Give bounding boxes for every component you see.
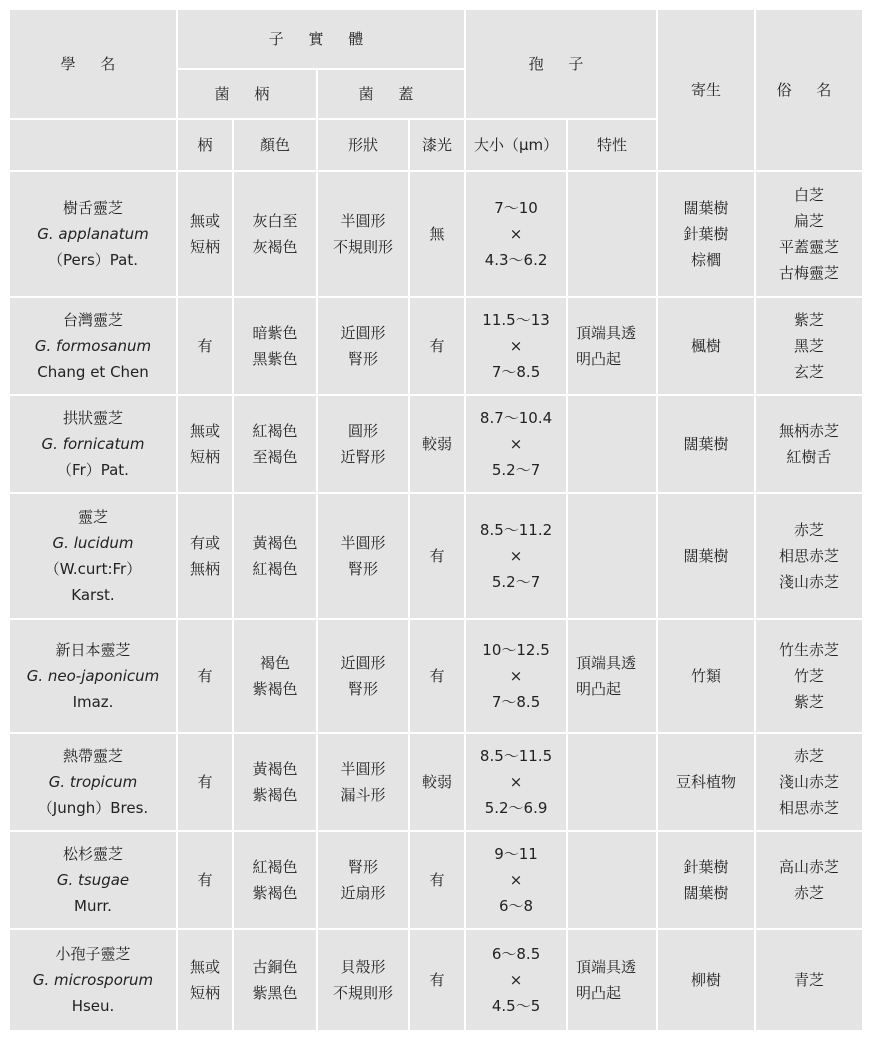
common-name-line: 紫芝 (794, 311, 825, 329)
header-feature: 特性 (567, 119, 657, 171)
shape-cell (317, 171, 409, 297)
shape-line: 腎形 (347, 858, 378, 876)
color-cell (233, 929, 317, 1031)
common-name-cell (755, 619, 863, 733)
chinese-name: 樹舌靈芝 (62, 199, 123, 217)
spore-size-cell (465, 733, 567, 831)
author-name-2: Karst. (71, 586, 115, 604)
scientific-name-cell (9, 493, 177, 619)
author-name: （Fr）Pat. (57, 461, 129, 479)
spore-size-line: 7～10 (494, 199, 538, 217)
author-name: Chang et Chen (37, 363, 149, 381)
host-cell (657, 171, 755, 297)
color-line: 至褐色 (252, 448, 298, 466)
stipe-line: 有 (197, 337, 213, 355)
luster-cell (409, 297, 465, 395)
common-name-line: 赤芝 (794, 884, 825, 902)
spore-size-line: 8.5～11.5 (479, 747, 553, 765)
table-header (9, 9, 863, 171)
common-name-line: 紅樹舌 (786, 448, 832, 466)
author-name: （W.curt:Fr） (44, 560, 142, 578)
common-name-line: 竹生赤芝 (779, 641, 840, 659)
host-line: 針葉樹 (683, 858, 729, 876)
common-name-line: 紫芝 (794, 693, 825, 711)
header-empty-cell (9, 119, 177, 171)
scientific-name-cell (9, 297, 177, 395)
common-name-line: 淺山赤芝 (779, 773, 840, 791)
shape-cell (317, 297, 409, 395)
latin-name: G. formosanum (34, 337, 152, 355)
shape-line: 不規則形 (332, 984, 393, 1002)
shape-line: 貝殼形 (340, 958, 386, 976)
common-name-line: 青芝 (794, 971, 825, 989)
latin-name: G. neo-japonicum (26, 667, 160, 685)
spore-feature-cell (567, 831, 657, 929)
color-cell (233, 395, 317, 493)
spore-size-cell (465, 831, 567, 929)
chinese-name: 松杉靈芝 (62, 845, 123, 863)
stipe-cell (177, 929, 233, 1031)
spore-feature-line: 明凸起 (576, 350, 622, 368)
spore-size-line: 6～8 (499, 897, 534, 915)
latin-name: G. applanatum (37, 225, 149, 243)
spore-size-line: 5.2～6.9 (484, 799, 548, 817)
table-row (9, 395, 863, 493)
author-name: Hseu. (71, 997, 115, 1015)
stipe-line: 短柄 (189, 984, 220, 1002)
spore-size-line: 4.3～6.2 (484, 251, 548, 269)
color-line: 紫褐色 (252, 884, 298, 902)
shape-cell (317, 395, 409, 493)
chinese-name: 台灣靈芝 (62, 311, 123, 329)
host-line: 豆科植物 (676, 773, 737, 791)
luster-cell (409, 733, 465, 831)
shape-line: 半圓形 (340, 212, 386, 230)
color-cell (233, 297, 317, 395)
common-name-line: 無柄赤芝 (779, 422, 840, 440)
latin-name: G. microsporum (32, 971, 154, 989)
spore-size-cell (465, 395, 567, 493)
spore-feature-cell (567, 493, 657, 619)
color-cell (233, 171, 317, 297)
author-name: （Pers）Pat. (48, 251, 138, 269)
latin-name: G. fornicatum (41, 435, 145, 453)
spore-size-line: × (509, 667, 523, 685)
table-row (9, 831, 863, 929)
chinese-name: 新日本靈芝 (55, 641, 131, 659)
spore-size-line: 7～8.5 (491, 693, 541, 711)
shape-line: 半圓形 (340, 534, 386, 552)
color-cell (233, 493, 317, 619)
common-name-line: 相思赤芝 (779, 799, 840, 817)
table-body (9, 171, 863, 1031)
spore-feature-cell (567, 929, 657, 1031)
header-stipe: 柄 (177, 119, 233, 171)
luster-value: 有 (429, 337, 445, 355)
stipe-line: 短柄 (189, 448, 220, 466)
chinese-name: 小孢子靈芝 (55, 945, 131, 963)
color-line: 紅褐色 (252, 858, 298, 876)
chinese-name: 拱狀靈芝 (62, 409, 123, 427)
stipe-line: 無或 (189, 422, 220, 440)
spore-size-line: 8.5～11.2 (479, 521, 553, 539)
stipe-cell (177, 493, 233, 619)
shape-line: 不規則形 (332, 238, 393, 256)
stipe-cell (177, 395, 233, 493)
latin-name: G. lucidum (52, 534, 134, 552)
stipe-line: 有或 (189, 534, 220, 552)
color-line: 紫黑色 (252, 984, 298, 1002)
header-size: 大小（μm） (465, 119, 567, 171)
ganoderma-comparison-table (8, 8, 864, 1032)
common-name-line: 相思赤芝 (779, 547, 840, 565)
stipe-line: 無或 (189, 958, 220, 976)
host-cell (657, 831, 755, 929)
header-common-name: 俗 名 (755, 9, 863, 171)
shape-line: 近腎形 (340, 448, 386, 466)
stipe-cell (177, 297, 233, 395)
host-cell (657, 733, 755, 831)
table-row (9, 619, 863, 733)
common-name-line: 竹芝 (794, 667, 825, 685)
stipe-line: 無柄 (189, 560, 220, 578)
spore-size-cell (465, 929, 567, 1031)
color-line: 紅褐色 (252, 422, 298, 440)
luster-value: 較弱 (422, 773, 453, 791)
luster-value: 有 (429, 971, 445, 989)
table-row (9, 929, 863, 1031)
stipe-cell (177, 831, 233, 929)
color-cell (233, 619, 317, 733)
spore-feature-cell (567, 297, 657, 395)
shape-cell (317, 831, 409, 929)
luster-value: 無 (429, 225, 445, 243)
host-line: 針葉樹 (683, 225, 729, 243)
common-name-cell (755, 297, 863, 395)
table-row (9, 297, 863, 395)
spore-size-line: × (509, 773, 523, 791)
scientific-name-cell (9, 395, 177, 493)
spore-feature-line: 頂端具透 (576, 324, 637, 342)
spore-size-line: 8.7～10.4 (479, 409, 553, 427)
spore-size-cell (465, 493, 567, 619)
spore-feature-line: 頂端具透 (576, 654, 637, 672)
spore-feature-line: 明凸起 (576, 680, 622, 698)
stipe-line: 有 (197, 773, 213, 791)
spore-size-line: × (509, 547, 523, 565)
chinese-name: 靈芝 (77, 508, 108, 526)
spore-size-line: 7～8.5 (491, 363, 541, 381)
shape-line: 半圓形 (340, 760, 386, 778)
spore-size-line: 10～12.5 (482, 641, 550, 659)
host-line: 闊葉樹 (683, 199, 729, 217)
host-line: 棕櫚 (691, 251, 722, 269)
spore-size-cell (465, 171, 567, 297)
luster-value: 有 (429, 547, 445, 565)
spore-feature-cell (567, 619, 657, 733)
common-name-line: 古梅靈芝 (779, 264, 840, 282)
stipe-line: 有 (197, 871, 213, 889)
spore-size-line: 5.2～7 (491, 573, 541, 591)
host-line: 闊葉樹 (683, 884, 729, 902)
color-line: 黑紫色 (252, 350, 298, 368)
spore-size-line: 6～8.5 (491, 945, 541, 963)
common-name-cell (755, 395, 863, 493)
common-name-cell (755, 831, 863, 929)
color-line: 紫褐色 (252, 680, 298, 698)
spore-size-line: 11.5～13 (482, 311, 550, 329)
common-name-line: 赤芝 (794, 521, 825, 539)
stipe-line: 有 (197, 667, 213, 685)
scientific-name-cell (9, 733, 177, 831)
scientific-name-cell (9, 619, 177, 733)
common-name-line: 高山赤芝 (779, 858, 840, 876)
author-name: Imaz. (72, 693, 114, 711)
spore-size-cell (465, 297, 567, 395)
shape-line: 腎形 (347, 680, 378, 698)
common-name-cell (755, 171, 863, 297)
luster-cell (409, 493, 465, 619)
shape-cell (317, 733, 409, 831)
luster-value: 較弱 (422, 435, 453, 453)
spore-size-line: × (509, 871, 523, 889)
host-line: 闊葉樹 (683, 435, 729, 453)
spore-size-cell (465, 619, 567, 733)
host-cell (657, 395, 755, 493)
header-color: 顏色 (233, 119, 317, 171)
scientific-name-cell (9, 929, 177, 1031)
color-line: 灰白至 (252, 212, 298, 230)
shape-line: 近扇形 (340, 884, 386, 902)
shape-line: 近圓形 (340, 654, 386, 672)
chinese-name: 熱帶靈芝 (62, 747, 123, 765)
host-line: 竹類 (691, 667, 722, 685)
spore-size-line: 9～11 (494, 845, 538, 863)
luster-cell (409, 395, 465, 493)
shape-line: 漏斗形 (340, 786, 386, 804)
header-shape: 形狀 (317, 119, 409, 171)
host-line: 闊葉樹 (683, 547, 729, 565)
author-name: （Jungh）Bres. (37, 799, 149, 817)
common-name-cell (755, 733, 863, 831)
latin-name: G. tsugae (56, 871, 130, 889)
common-name-line: 黑芝 (794, 337, 825, 355)
shape-cell (317, 929, 409, 1031)
host-cell (657, 929, 755, 1031)
scientific-name-cell (9, 831, 177, 929)
color-line: 紅褐色 (252, 560, 298, 578)
color-line: 紫褐色 (252, 786, 298, 804)
spore-size-line: 4.5～5 (491, 997, 541, 1015)
host-cell (657, 297, 755, 395)
spore-feature-line: 頂端具透 (576, 958, 637, 976)
header-cap-group: 菌 蓋 (317, 69, 465, 119)
table-row (9, 493, 863, 619)
common-name-line: 赤芝 (794, 747, 825, 765)
luster-cell (409, 171, 465, 297)
host-cell (657, 619, 755, 733)
luster-cell (409, 619, 465, 733)
color-line: 灰褐色 (252, 238, 298, 256)
host-line: 楓樹 (691, 337, 722, 355)
luster-value: 有 (429, 667, 445, 685)
luster-cell (409, 831, 465, 929)
header-luster: 漆光 (409, 119, 465, 171)
header-fruiting-body: 子 實 體 (177, 9, 465, 69)
common-name-line: 淺山赤芝 (779, 573, 840, 591)
shape-line: 近圓形 (340, 324, 386, 342)
spore-size-line: × (509, 971, 523, 989)
common-name-line: 白芝 (794, 186, 825, 204)
stipe-line: 短柄 (189, 238, 220, 256)
scientific-name-cell (9, 171, 177, 297)
color-line: 褐色 (259, 654, 290, 672)
stipe-line: 無或 (189, 212, 220, 230)
luster-value: 有 (429, 871, 445, 889)
color-cell (233, 831, 317, 929)
shape-line: 腎形 (347, 560, 378, 578)
spore-feature-cell (567, 395, 657, 493)
common-name-line: 扁芝 (794, 212, 825, 230)
header-stipe-group: 菌 柄 (177, 69, 317, 119)
host-cell (657, 493, 755, 619)
color-line: 古銅色 (252, 958, 298, 976)
luster-cell (409, 929, 465, 1031)
spore-feature-line: 明凸起 (576, 984, 622, 1002)
shape-line: 圓形 (347, 422, 378, 440)
table-row (9, 171, 863, 297)
spore-size-line: 5.2～7 (491, 461, 541, 479)
color-line: 暗紫色 (252, 324, 298, 342)
common-name-line: 平蓋靈芝 (779, 238, 840, 256)
author-name: Murr. (74, 897, 112, 915)
shape-cell (317, 619, 409, 733)
color-line: 黃褐色 (252, 534, 298, 552)
spore-feature-cell (567, 171, 657, 297)
header-scientific-name: 學 名 (9, 9, 177, 119)
common-name-cell (755, 493, 863, 619)
host-line: 柳樹 (691, 971, 722, 989)
header-host: 寄生 (657, 9, 755, 171)
common-name-line: 玄芝 (794, 363, 825, 381)
stipe-cell (177, 619, 233, 733)
table-row (9, 733, 863, 831)
shape-line: 腎形 (347, 350, 378, 368)
spore-feature-cell (567, 733, 657, 831)
spore-size-line: × (509, 337, 523, 355)
color-line: 黃褐色 (252, 760, 298, 778)
shape-cell (317, 493, 409, 619)
header-spore: 孢 子 (465, 9, 657, 119)
color-cell (233, 733, 317, 831)
common-name-cell (755, 929, 863, 1031)
stipe-cell (177, 171, 233, 297)
spore-size-line: × (509, 225, 523, 243)
spore-size-line: × (509, 435, 523, 453)
stipe-cell (177, 733, 233, 831)
latin-name: G. tropicum (48, 773, 138, 791)
